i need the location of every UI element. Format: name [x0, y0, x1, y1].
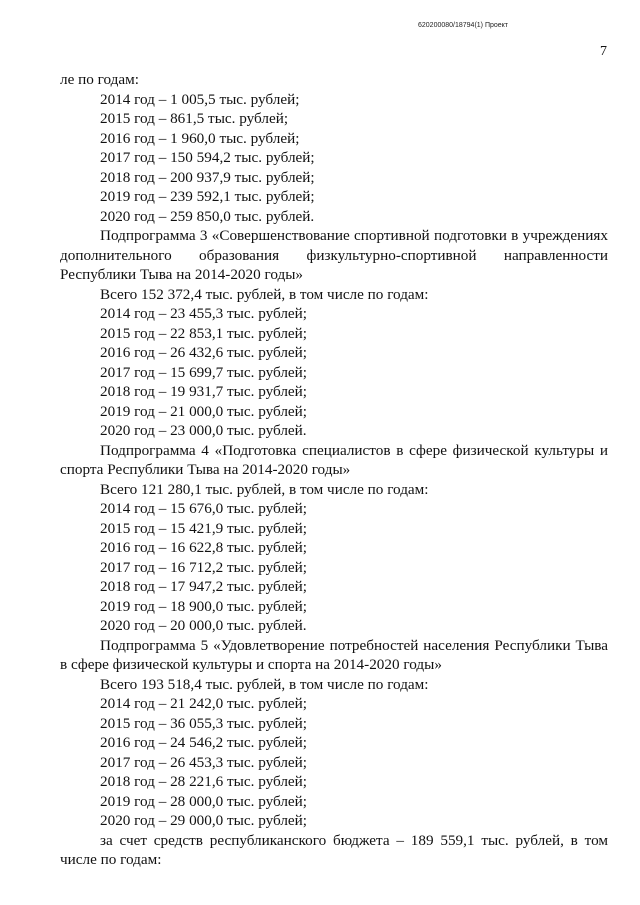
document-body [60, 70, 608, 870]
year-line: 2016 год – 1 960,0 тыс. рублей; [100, 129, 300, 147]
year-line: 2017 год – 150 594,2 тыс. рублей; [100, 149, 315, 166]
year-line: 2014 год – 1 005,5 тыс. рублей; [100, 90, 300, 108]
year-line: 2016 год – 16 622,8 тыс. рублей; [100, 539, 308, 556]
year-line: 2019 год – 21 000,0 тыс. рублей; [100, 402, 308, 420]
year-line: 2019 год – 239 592,1 тыс. рублей; [100, 188, 315, 205]
year-line: 2020 год – 259 850,0 тыс. рублей. [100, 207, 315, 225]
year-line: 2018 год – 28 221,6 тыс. рублей; [100, 773, 308, 790]
year-line: 2019 год – 18 900,0 тыс. рублей; [100, 597, 308, 615]
funding-list-sub4 [60, 499, 608, 636]
subprogram-5-title: Подпрограмма 5 «Удовлетворение потребностей населения Республики Тыва в сфере физической культуры и спорта на 2014-2020 годы» [60, 636, 608, 673]
year-line: 2020 год – 23 000,0 тыс. рублей. [100, 422, 307, 439]
subprogram-4-total: Всего 121 280,1 тыс. рублей, в том числе по годам: [100, 480, 429, 498]
subprogram-3-title: Подпрограмма 3 «Совершенствование спортивной подготовки в учреждениях дополнительного образования физкультурно-спортивной направленности Республики Тыва на 2014-2020 годы» [60, 227, 608, 283]
year-line: 2016 год – 24 546,2 тыс. рублей; [100, 734, 308, 751]
subprogram-5-total: Всего 193 518,4 тыс. рублей, в том числе по годам: [100, 675, 429, 693]
funding-list-sub5 [60, 694, 608, 831]
year-line: 2015 год – 22 853,1 тыс. рублей; [100, 324, 308, 342]
year-line: 2018 год – 200 937,9 тыс. рублей; [100, 168, 315, 186]
subprogram-4-title: Подпрограмма 4 «Подготовка специалистов в сфере физической культуры и спорта Республики Тыва на 2014-2020 годы» [60, 441, 608, 478]
subprogram-3-total: Всего 152 372,4 тыс. рублей, в том числе по годам: [100, 285, 429, 303]
document-code: 620200080/18794(1) Проект [418, 22, 509, 29]
year-line: 2018 год – 19 931,7 тыс. рублей; [100, 383, 308, 400]
year-line: 2020 год – 29 000,0 тыс. рублей; [100, 812, 308, 829]
year-line: 2017 год – 16 712,2 тыс. рублей; [100, 558, 308, 576]
year-line: 2019 год – 28 000,0 тыс. рублей; [100, 792, 308, 810]
continuation-line: ле по годам: [60, 71, 139, 88]
funding-list-sub3 [60, 304, 608, 441]
year-line: 2014 год – 23 455,3 тыс. рублей; [100, 305, 308, 322]
year-line: 2014 год – 21 242,0 тыс. рублей; [100, 695, 308, 712]
page-number: 7 [600, 44, 607, 59]
year-line: 2014 год – 15 676,0 тыс. рублей; [100, 500, 308, 517]
year-line: 2018 год – 17 947,2 тыс. рублей; [100, 578, 308, 595]
year-line: 2015 год – 861,5 тыс. рублей; [100, 110, 289, 127]
year-line: 2017 год – 15 699,7 тыс. рублей; [100, 363, 308, 381]
year-line: 2020 год – 20 000,0 тыс. рублей. [100, 617, 307, 634]
year-line: 2017 год – 26 453,3 тыс. рублей; [100, 753, 308, 771]
year-line: 2016 год – 26 432,6 тыс. рублей; [100, 344, 308, 361]
funding-list-block1 [60, 90, 608, 227]
year-line: 2015 год – 15 421,9 тыс. рублей; [100, 519, 308, 537]
republican-budget-line: за счет средств республиканского бюджета – 189 559,1 тыс. рублей, в том числе по годам: [60, 831, 608, 868]
year-line: 2015 год – 36 055,3 тыс. рублей; [100, 714, 308, 732]
